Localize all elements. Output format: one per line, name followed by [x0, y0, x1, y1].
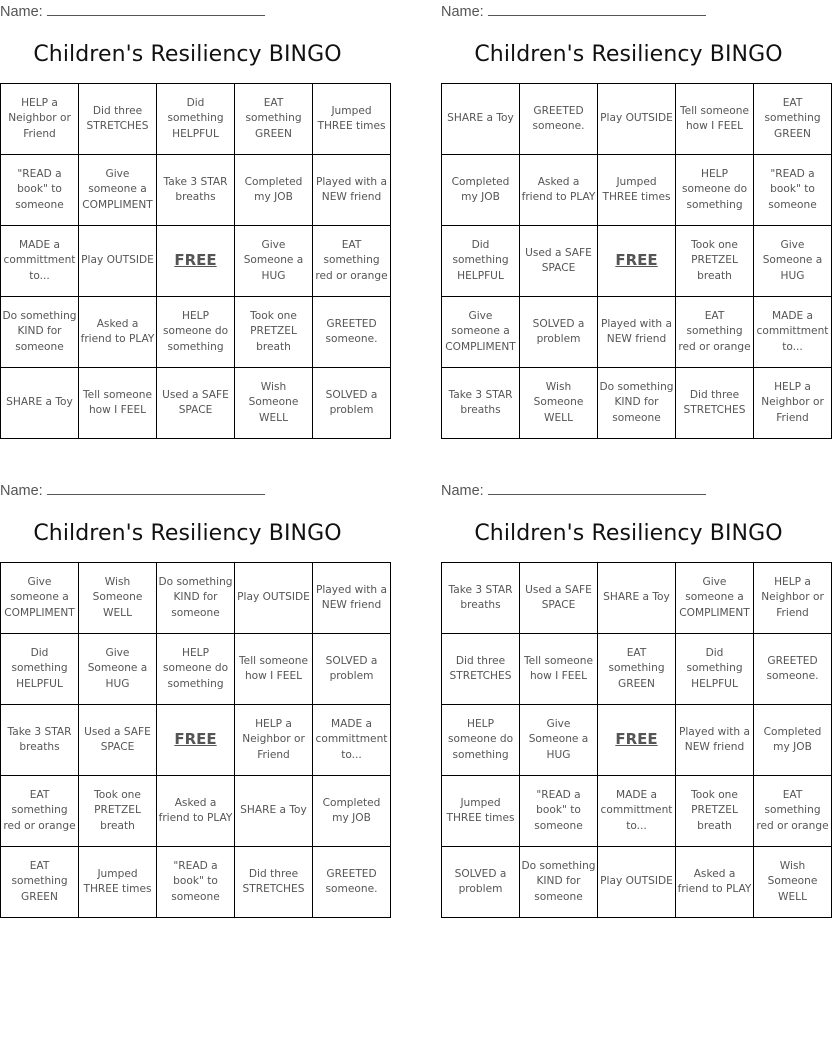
grid-row	[442, 226, 832, 297]
bingo-cell: HELP someone do something	[157, 297, 235, 368]
bingo-cell: Played with a NEW friend	[598, 297, 676, 368]
bingo-cell: SOLVED a problem	[313, 634, 391, 705]
bingo-cell: Take 3 STAR breaths	[442, 563, 520, 634]
bingo-cell: Took one PRETZEL breath	[676, 226, 754, 297]
bingo-cell: HELP a Neighbor or Friend	[754, 563, 832, 634]
bingo-cell: Play OUTSIDE	[235, 563, 313, 634]
bingo-cell: MADE a committment to...	[313, 705, 391, 776]
grid-row	[1, 297, 391, 368]
bingo-cell: Jumped THREE times	[79, 847, 157, 918]
bingo-cell: EAT something red or orange	[754, 776, 832, 847]
bingo-cell: Took one PRETZEL breath	[676, 776, 754, 847]
bingo-cell: HELP a Neighbor or Friend	[1, 84, 79, 155]
bingo-cell: EAT something GREEN	[598, 634, 676, 705]
name-field	[0, 479, 300, 501]
bingo-cell: Did three STRETCHES	[442, 634, 520, 705]
bingo-cell: GREETED someone.	[520, 84, 598, 155]
bingo-cell: Tell someone how I FEEL	[79, 368, 157, 439]
bingo-cell: Give someone a COMPLIMENT	[79, 155, 157, 226]
bingo-cell: Give someone a COMPLIMENT	[442, 297, 520, 368]
grid-row	[442, 776, 832, 847]
name-label: Name:	[441, 4, 484, 20]
bingo-cell: EAT something GREEN	[235, 84, 313, 155]
grid-row	[1, 847, 391, 918]
bingo-cell: HELP someone do something	[442, 705, 520, 776]
bingo-cell: Used a SAFE SPACE	[79, 705, 157, 776]
bingo-cell: Jumped THREE times	[442, 776, 520, 847]
bingo-cell: Wish Someone WELL	[235, 368, 313, 439]
name-label: Name:	[0, 483, 43, 499]
bingo-cell: EAT something GREEN	[754, 84, 832, 155]
bingo-cell: Give Someone a HUG	[235, 226, 313, 297]
bingo-cell: HELP a Neighbor or Friend	[235, 705, 313, 776]
bingo-cell: HELP a Neighbor or Friend	[754, 368, 832, 439]
bingo-cell: Did three STRETCHES	[676, 368, 754, 439]
bingo-cell: Tell someone how I FEEL	[235, 634, 313, 705]
grid-row	[1, 776, 391, 847]
bingo-grid	[441, 83, 832, 439]
free-space-cell: FREE	[157, 705, 235, 776]
name-blank-line	[488, 479, 706, 495]
bingo-cell: Do something KIND for someone	[520, 847, 598, 918]
bingo-cell: Play OUTSIDE	[79, 226, 157, 297]
bingo-cell: Do something KIND for someone	[598, 368, 676, 439]
bingo-cell: Take 3 STAR breaths	[1, 705, 79, 776]
bingo-cell: Completed my JOB	[313, 776, 391, 847]
bingo-cell: Give Someone a HUG	[520, 705, 598, 776]
card-title: Children's Resiliency BINGO	[474, 42, 783, 67]
bingo-cell: Wish Someone WELL	[79, 563, 157, 634]
grid-row	[1, 705, 391, 776]
bingo-cell: HELP someone do something	[157, 634, 235, 705]
bingo-cell: SHARE a Toy	[1, 368, 79, 439]
name-blank-line	[47, 479, 265, 495]
bingo-cell: Tell someone how I FEEL	[520, 634, 598, 705]
bingo-cell: Give someone a COMPLIMENT	[676, 563, 754, 634]
bingo-cell: Do something KIND for someone	[1, 297, 79, 368]
bingo-cell: Play OUTSIDE	[598, 84, 676, 155]
grid-row	[1, 155, 391, 226]
bingo-cell: Did three STRETCHES	[235, 847, 313, 918]
free-space-cell: FREE	[598, 705, 676, 776]
bingo-cell: SOLVED a problem	[442, 847, 520, 918]
bingo-cell: MADE a committment to...	[1, 226, 79, 297]
bingo-cell: Jumped THREE times	[313, 84, 391, 155]
bingo-cell: Take 3 STAR breaths	[157, 155, 235, 226]
bingo-cell: Wish Someone WELL	[520, 368, 598, 439]
grid-row	[442, 84, 832, 155]
bingo-cell: Give Someone a HUG	[79, 634, 157, 705]
name-label: Name:	[0, 4, 43, 20]
name-blank-line	[47, 0, 265, 16]
grid-row	[1, 368, 391, 439]
grid-row	[442, 297, 832, 368]
bingo-cell: GREETED someone.	[754, 634, 832, 705]
name-label: Name:	[441, 483, 484, 499]
bingo-cell: GREETED someone.	[313, 847, 391, 918]
bingo-cell: EAT something red or orange	[676, 297, 754, 368]
bingo-cell: MADE a committment to...	[754, 297, 832, 368]
bingo-cell: SOLVED a problem	[313, 368, 391, 439]
grid-row	[442, 563, 832, 634]
free-space-cell: FREE	[157, 226, 235, 297]
bingo-cell: Asked a friend to PLAY	[157, 776, 235, 847]
grid-row	[442, 368, 832, 439]
bingo-cell: HELP someone do something	[676, 155, 754, 226]
bingo-cell: EAT something red or orange	[313, 226, 391, 297]
bingo-cell: SHARE a Toy	[235, 776, 313, 847]
name-field	[0, 0, 300, 22]
grid-row	[442, 705, 832, 776]
bingo-cell: EAT something GREEN	[1, 847, 79, 918]
bingo-cell: Did something HELPFUL	[442, 226, 520, 297]
bingo-cell: Played with a NEW friend	[313, 563, 391, 634]
name-blank-line	[488, 0, 706, 16]
card-title: Children's Resiliency BINGO	[33, 521, 342, 546]
bingo-cell: Did something HELPFUL	[157, 84, 235, 155]
bingo-cell: MADE a committment to...	[598, 776, 676, 847]
bingo-cell: Did something HELPFUL	[1, 634, 79, 705]
grid-row	[442, 155, 832, 226]
bingo-cell: Jumped THREE times	[598, 155, 676, 226]
bingo-cell: Played with a NEW friend	[313, 155, 391, 226]
bingo-cell: Took one PRETZEL breath	[79, 776, 157, 847]
bingo-cell: Take 3 STAR breaths	[442, 368, 520, 439]
grid-row	[1, 563, 391, 634]
bingo-cell: SHARE a Toy	[442, 84, 520, 155]
bingo-cell: Used a SAFE SPACE	[157, 368, 235, 439]
bingo-cell: SOLVED a problem	[520, 297, 598, 368]
card-title: Children's Resiliency BINGO	[33, 42, 342, 67]
bingo-cell: EAT something red or orange	[1, 776, 79, 847]
bingo-grid	[0, 562, 391, 918]
bingo-cell: Completed my JOB	[442, 155, 520, 226]
bingo-cell: Used a SAFE SPACE	[520, 226, 598, 297]
bingo-cell: "READ a book" to someone	[754, 155, 832, 226]
bingo-cell: Wish Someone WELL	[754, 847, 832, 918]
bingo-cell: "READ a book" to someone	[157, 847, 235, 918]
bingo-cell: Completed my JOB	[235, 155, 313, 226]
grid-row	[1, 84, 391, 155]
bingo-cell: SHARE a Toy	[598, 563, 676, 634]
bingo-cell: Give Someone a HUG	[754, 226, 832, 297]
bingo-cell: Do something KIND for someone	[157, 563, 235, 634]
name-field	[441, 0, 741, 22]
bingo-cell: Asked a friend to PLAY	[676, 847, 754, 918]
bingo-cell: Completed my JOB	[754, 705, 832, 776]
bingo-cell: Played with a NEW friend	[676, 705, 754, 776]
bingo-cell: Asked a friend to PLAY	[520, 155, 598, 226]
grid-row	[442, 847, 832, 918]
bingo-cell: Took one PRETZEL breath	[235, 297, 313, 368]
bingo-cell: Asked a friend to PLAY	[79, 297, 157, 368]
bingo-cell: Give someone a COMPLIMENT	[1, 563, 79, 634]
grid-row	[1, 634, 391, 705]
bingo-cell: Used a SAFE SPACE	[520, 563, 598, 634]
bingo-cell: GREETED someone.	[313, 297, 391, 368]
bingo-cell: "READ a book" to someone	[520, 776, 598, 847]
bingo-grid	[441, 562, 832, 918]
name-field	[441, 479, 741, 501]
bingo-cell: Tell someone how I FEEL	[676, 84, 754, 155]
free-space-cell: FREE	[598, 226, 676, 297]
card-title: Children's Resiliency BINGO	[474, 521, 783, 546]
grid-row	[1, 226, 391, 297]
grid-row	[442, 634, 832, 705]
bingo-cell: Did something HELPFUL	[676, 634, 754, 705]
bingo-cell: "READ a book" to someone	[1, 155, 79, 226]
bingo-cell: Did three STRETCHES	[79, 84, 157, 155]
bingo-cell: Play OUTSIDE	[598, 847, 676, 918]
bingo-grid	[0, 83, 391, 439]
